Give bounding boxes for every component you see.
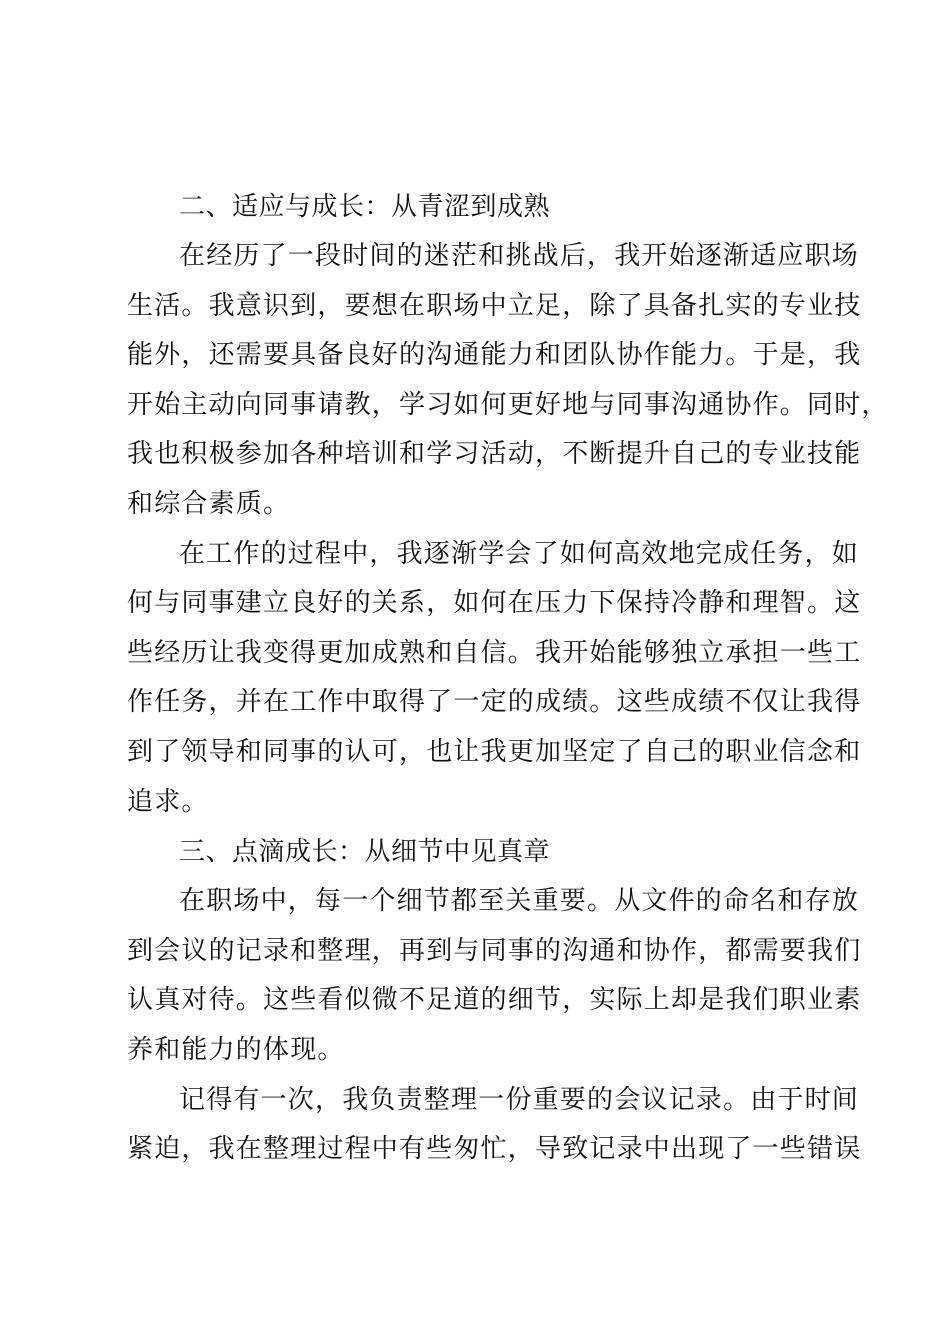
text-line: 作任务，并在工作中取得了一定的成绩。这些成绩不仅让我得 <box>127 687 862 718</box>
paragraph-s3-1 <box>127 877 862 1075</box>
text-line: 些经历让我变得更加成熟和自信。我开始能够独立承担一些工 <box>127 637 862 668</box>
section-heading-2: 二、适应与成长：从青涩到成熟 <box>179 192 551 222</box>
document-body <box>127 182 889 1175</box>
section-heading-3: 三、点滴成长：从细节中见真章 <box>179 837 551 868</box>
text-line: 在职场中，每一个细节都至关重要。从文件的命名和存放 <box>179 886 860 917</box>
paragraph-s2-2 <box>127 530 862 828</box>
text-line: 在工作的过程中，我逐渐学会了如何高效地完成任务，如 <box>179 538 860 569</box>
text-line: 能外，还需要具备良好的沟通能力和团队协作能力。于是，我 <box>127 340 862 371</box>
text-line: 追求。 <box>127 786 209 817</box>
text-line: 记得有一次，我负责整理一份重要的会议记录。由于时间 <box>179 1084 860 1115</box>
paragraph-s3-2 <box>127 1076 862 1175</box>
text-line: 认真对待。这些看似微不足道的细节，实际上却是我们职业素 <box>127 985 862 1016</box>
text-line: 在经历了一段时间的迷茫和挑战后，我开始逐渐适应职场 <box>179 241 860 271</box>
text-line: 开始主动向同事请教，学习如何更好地与同事沟通协作。同时， <box>127 389 889 420</box>
text-line: 紧迫，我在整理过程中有些匆忙，导致记录中出现了一些错误 <box>127 1134 862 1165</box>
text-line: 到会议的记录和整理，再到与同事的沟通和协作，都需要我们 <box>127 935 862 966</box>
paragraph-s2-1 <box>127 232 889 530</box>
text-line: 何与同事建立良好的关系，如何在压力下保持冷静和理智。这 <box>127 588 862 619</box>
text-line: 到了领导和同事的认可，也让我更加坚定了自己的职业信念和 <box>127 736 862 767</box>
text-line: 养和能力的体现。 <box>127 1034 345 1065</box>
text-line: 我也积极参加各种培训和学习活动，不断提升自己的专业技能 <box>127 439 862 470</box>
text-line: 和综合素质。 <box>127 488 291 519</box>
text-line: 生活。我意识到，要想在职场中立足，除了具备扎实的专业技 <box>127 290 862 321</box>
